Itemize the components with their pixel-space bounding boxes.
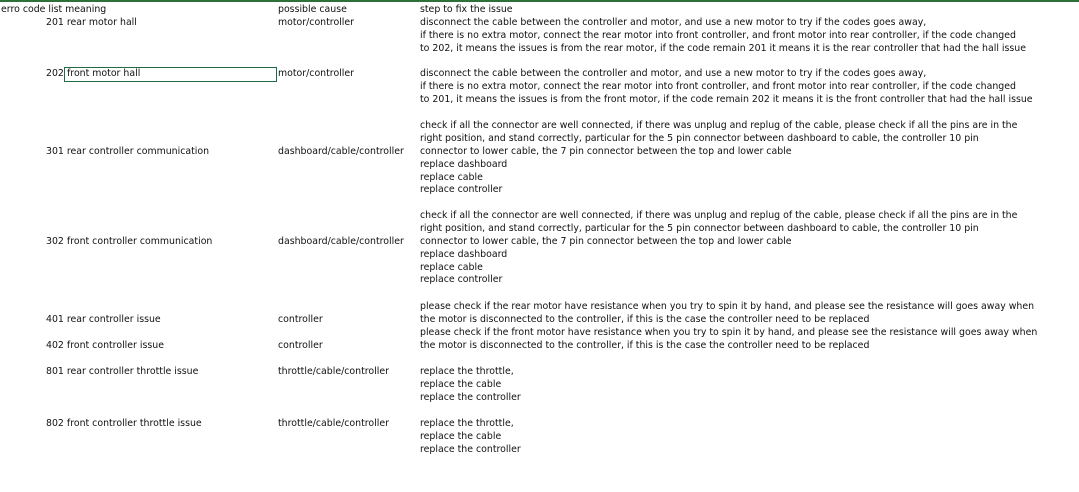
error-code: 802 (46, 418, 64, 429)
table-row-801-meaning[interactable] (46, 366, 198, 379)
step-line: right position, and stand correctly, particular for the 5 pin connector between dashboard to cable, the controller 10 pin (420, 222, 979, 234)
error-meaning: rear controller communication (66, 146, 210, 157)
step-line: to 201, it means the issues is from the front motor, if the code remain 202 it means it is the front controller that had the hall issue (420, 93, 1033, 105)
table-row-301-cause[interactable]: dashboard/cable/controller (278, 146, 404, 157)
table-row-201-steps[interactable] (420, 17, 1026, 56)
table-row-202-meaning[interactable]: front motor hall (67, 68, 141, 79)
step-line: the motor is disconnected to the controller, if this is the case the controller need to be replaced (420, 339, 870, 351)
table-row-401-cause[interactable]: controller (278, 314, 323, 325)
error-code[interactable]: 202 (46, 68, 64, 79)
error-code: 801 (46, 366, 64, 377)
table-row-801-steps[interactable] (420, 366, 521, 405)
column-header-divider (0, 0, 1079, 2)
step-line: replace the controller (420, 391, 521, 403)
step-line: replace the cable (420, 430, 502, 442)
step-line: replace controller (420, 184, 503, 196)
table-row-302-steps[interactable] (420, 210, 1017, 287)
step-line: replace cable (420, 261, 483, 273)
header-error-code-meaning[interactable]: erro code list meaning (1, 4, 107, 15)
step-line: replace the controller (420, 443, 521, 455)
step-line: please check if the rear motor have resistance when you try to spin it by hand, and please see the resistance will goes away when (420, 301, 1035, 312)
step-line: replace controller (420, 274, 503, 286)
error-code: 301 (46, 146, 64, 157)
step-line: replace the throttle, (420, 366, 514, 377)
table-row-302-cause[interactable]: dashboard/cable/controller (278, 236, 404, 247)
error-meaning: rear controller issue (66, 314, 161, 325)
step-line: if there is no extra motor, connect the rear motor into front controller, and front motor into rear controller, if the code changed (420, 80, 1016, 92)
table-row-402-cause[interactable]: controller (278, 340, 323, 351)
step-line: replace dashboard (420, 158, 508, 170)
table-row-301-meaning[interactable] (46, 146, 209, 159)
step-line: connector to lower cable, the 7 pin connector between the top and lower cable (420, 145, 792, 157)
step-line: if there is no extra motor, connect the rear motor into front controller, and front motor into rear controller, if the code changed (420, 29, 1016, 41)
table-row-201-cause[interactable]: motor/controller (278, 17, 355, 28)
table-row-401-meaning[interactable] (46, 314, 161, 327)
step-line: replace the throttle, (420, 418, 514, 429)
error-meaning: front controller throttle issue (66, 418, 202, 429)
table-row-802-cause[interactable]: throttle/cable/controller (278, 418, 389, 429)
error-code: 401 (46, 314, 64, 325)
table-row-801-cause[interactable]: throttle/cable/controller (278, 366, 389, 377)
step-line: right position, and stand correctly, particular for the 5 pin connector between dashboard to cable, the controller 10 pin (420, 132, 979, 144)
table-row-401-steps[interactable] (420, 301, 1034, 327)
table-row-802-steps[interactable] (420, 418, 521, 457)
error-meaning: front controller issue (66, 340, 164, 351)
step-line: the motor is disconnected to the controller, if this is the case the controller need to be replaced (420, 313, 870, 325)
table-row-402-steps[interactable] (420, 327, 1037, 353)
error-code: 302 (46, 236, 64, 247)
step-line: replace the cable (420, 378, 502, 390)
table-row-802-meaning[interactable] (46, 418, 202, 431)
table-row-402-meaning[interactable] (46, 340, 164, 353)
table-row-202-cause[interactable]: motor/controller (278, 68, 355, 79)
step-line: to 202, it means the issues is from the rear motor, if the code remain 201 it means it is the rear controller that had the hall issue (420, 42, 1026, 54)
error-meaning: front controller communication (66, 236, 213, 247)
error-meaning: rear motor hall (66, 17, 137, 28)
step-line: please check if the front motor have resistance when you try to spin it by hand, and please see the resistance will goes away when (420, 327, 1038, 338)
error-meaning: rear controller throttle issue (66, 366, 199, 377)
table-row-202-steps[interactable] (420, 68, 1033, 107)
header-step-to-fix[interactable]: step to fix the issue (420, 4, 513, 15)
step-line: disconnect the cable between the controller and motor, and use a new motor to try if the codes goes away, (420, 17, 927, 28)
error-code: 402 (46, 340, 64, 351)
table-row-302-meaning[interactable] (46, 236, 212, 249)
step-line: disconnect the cable between the controller and motor, and use a new motor to try if the codes goes away, (420, 68, 927, 79)
step-line: replace cable (420, 171, 483, 183)
table-row-201-meaning[interactable] (46, 17, 137, 30)
error-code: 201 (46, 17, 64, 28)
header-possible-cause[interactable]: possible cause (278, 4, 347, 15)
table-row-301-steps[interactable] (420, 120, 1017, 197)
step-line: check if all the connector are well connected, if there was unplug and replug of the cable, please check if all the pins are in the (420, 120, 1018, 131)
step-line: replace dashboard (420, 248, 508, 260)
step-line: check if all the connector are well connected, if there was unplug and replug of the cable, please check if all the pins are in the (420, 210, 1018, 221)
step-line: connector to lower cable, the 7 pin connector between the top and lower cable (420, 235, 792, 247)
